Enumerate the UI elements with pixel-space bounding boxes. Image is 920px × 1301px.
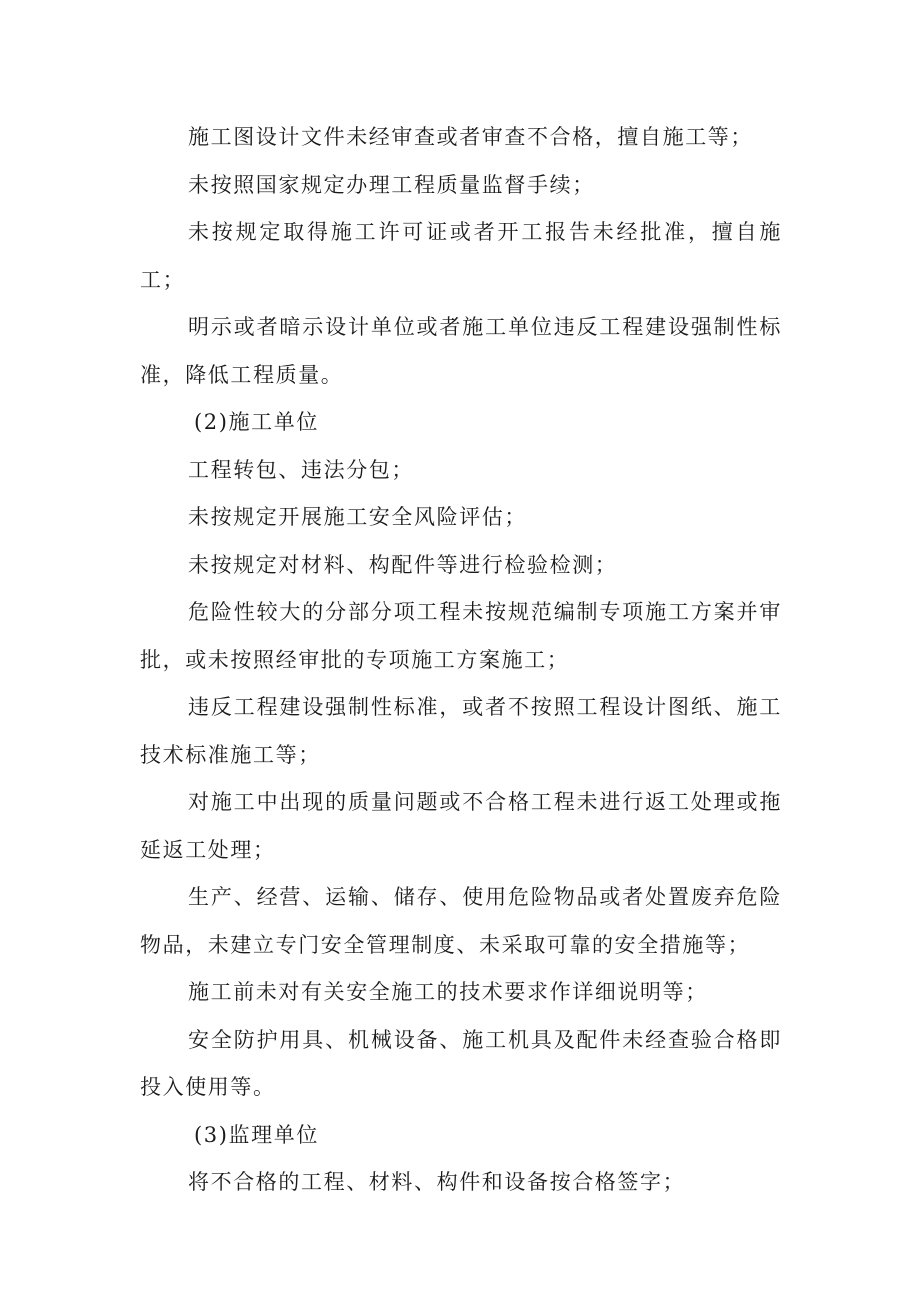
section-heading-construction-unit: (2)施工单位 xyxy=(194,410,319,434)
paragraph-construction-permit: 未按规定取得施工许可证或者开工报告未经批准，擅自施工； xyxy=(140,220,782,292)
paragraph-dangerous-works-plan: 危险性较大的分部分项工程未按规范编制专项施工方案并审批，或未按照经审批的专项施工方案施工； xyxy=(140,600,782,672)
paragraph-equipment-inspection: 安全防护用具、机械设备、施工机具及配件未经查验合格即投入使用等。 xyxy=(140,1027,782,1099)
document-body xyxy=(140,114,782,1207)
paragraph-hazardous-materials: 生产、经营、运输、储存、使用危险物品或者处置废弃危险物品，未建立专门安全管理制度、未采取可靠的安全措施等； xyxy=(140,885,782,957)
paragraph-rework: 对施工中出现的质量问题或不合格工程未进行返工处理或拖延返工处理； xyxy=(140,790,782,862)
paragraph-unreviewed-drawings: 施工图设计文件未经审查或者审查不合格，擅自施工等； xyxy=(188,125,753,149)
paragraph-safety-briefing: 施工前未对有关安全施工的技术要求作详细说明等； xyxy=(188,980,708,1004)
paragraph-quality-supervision: 未按照国家规定办理工程质量监督手续； xyxy=(188,172,595,197)
paragraph-subcontracting: 工程转包、违法分包； xyxy=(188,457,414,482)
paragraph-false-sign-off: 将不合格的工程、材料、构件和设备按合格签字； xyxy=(188,1170,686,1194)
paragraph-mandatory-standards-hint: 明示或者暗示设计单位或者施工单位违反工程建设强制性标准，降低工程质量。 xyxy=(140,315,782,387)
paragraph-material-inspection: 未按规定对材料、构配件等进行检验检测； xyxy=(188,552,618,577)
section-heading-supervision-unit: (3)监理单位 xyxy=(194,1122,319,1147)
paragraph-violating-standards: 违反工程建设强制性标准，或者不按照工程设计图纸、施工技术标准施工等； xyxy=(140,695,782,767)
paragraph-risk-assessment: 未按规定开展施工安全风险评估； xyxy=(188,505,527,529)
